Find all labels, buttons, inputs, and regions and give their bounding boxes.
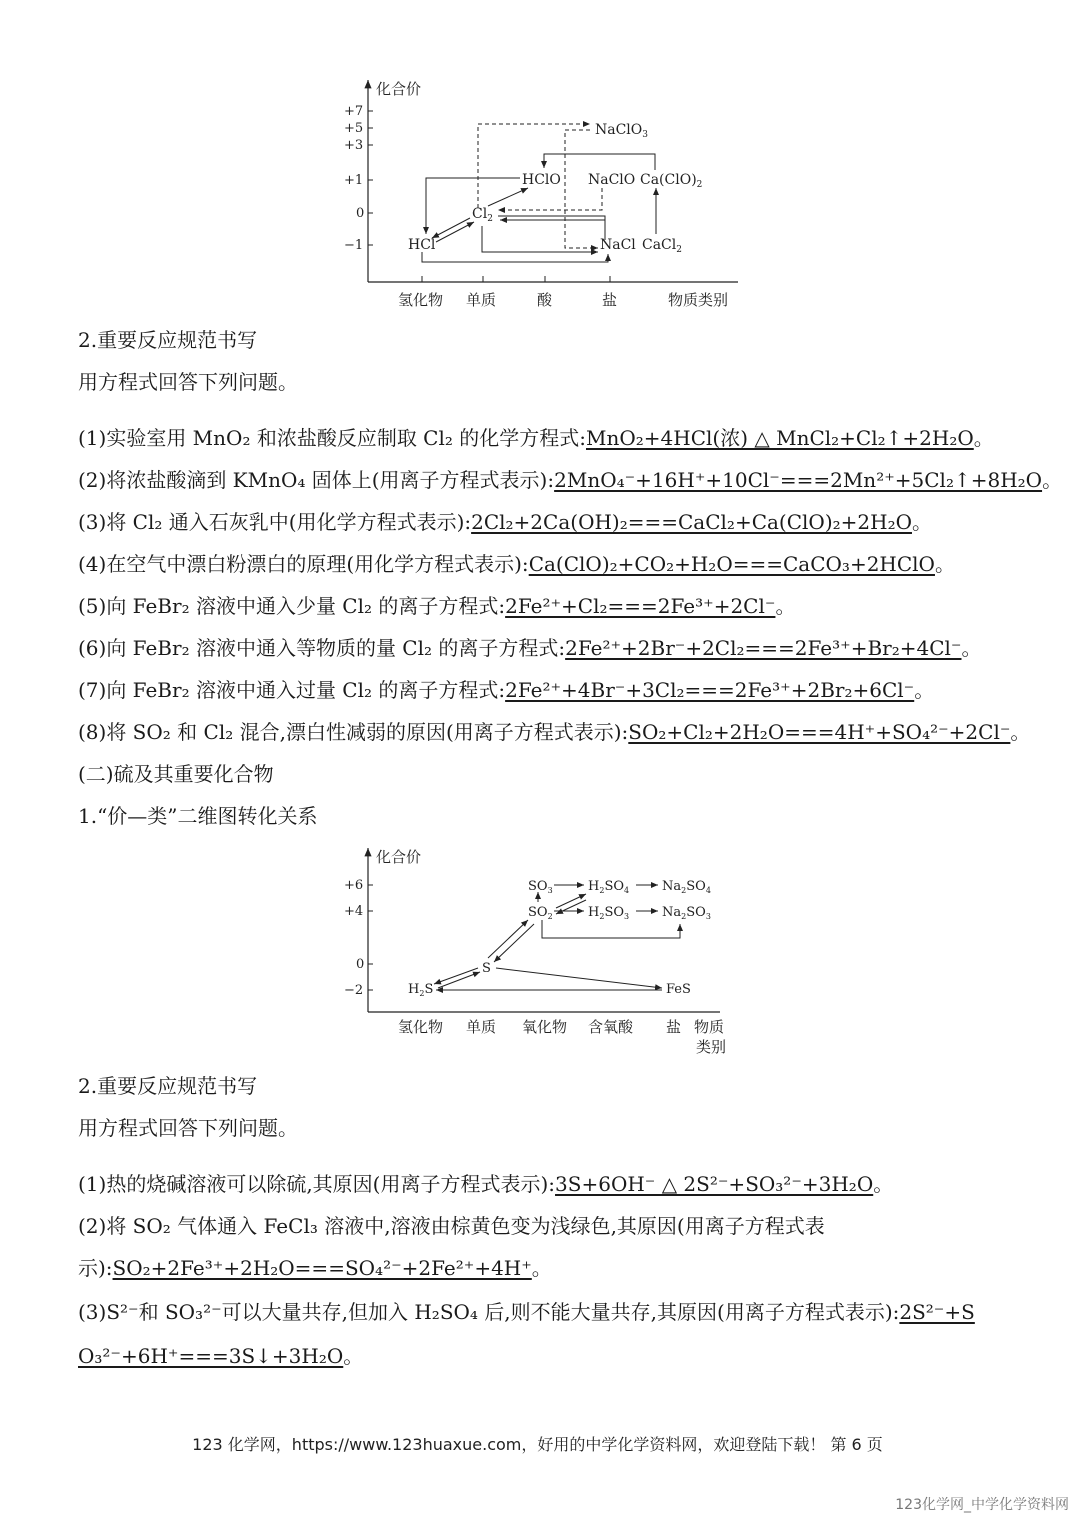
answer: 2Fe²⁺+Cl₂===2Fe³⁺+2Cl⁻ xyxy=(505,594,776,618)
y-axis-label: 化合价 xyxy=(376,80,422,98)
x-category: 盐 xyxy=(602,291,618,309)
node-h2so3: $H_2SO_3$ xyxy=(588,905,630,921)
y-tick: −1 xyxy=(344,238,364,253)
section1-intro: 用方程式回答下列问题。 xyxy=(78,370,298,394)
question-text: (6)向 FeBr₂ 溶液中通入等物质的量 Cl₂ 的离子方程式: xyxy=(78,636,566,660)
question-text: (1)热的烧碱溶液可以除硫,其原因(用离子方程式表示): xyxy=(78,1172,556,1196)
node-na2so4: $Na_2SO_4$ xyxy=(662,879,711,895)
x-category: 氢化物 xyxy=(398,291,444,309)
node-fes: FeS xyxy=(666,982,691,997)
node-na2so3: $Na_2SO_3$ xyxy=(662,905,711,921)
node-hclo: HClO xyxy=(522,172,561,188)
x-category: 氢化物 xyxy=(398,1018,444,1036)
punct: 。 xyxy=(531,1256,552,1280)
question-text: (5)向 FeBr₂ 溶液中通入少量 Cl₂ 的离子方程式: xyxy=(78,594,506,618)
question-text: (3)S²⁻和 SO₃²⁻可以大量共存,但加入 H₂SO₄ 后,则不能大量共存,其原因(用离子方程式表示): xyxy=(78,1300,900,1324)
answer: SO₂+2Fe³⁺+2H₂O===SO₄²⁻+2Fe²⁺+4H⁺ xyxy=(112,1256,532,1280)
question-text: (8)将 SO₂ 和 Cl₂ 混合,漂白性减弱的原因(用离子方程式表示): xyxy=(78,720,629,744)
x-category: 氧化物 xyxy=(522,1018,568,1036)
punct: 。 xyxy=(973,426,994,450)
question-text: (1)实验室用 MnO₂ 和浓盐酸反应制取 Cl₂ 的化学方程式: xyxy=(78,426,586,450)
node-hcl: HCl xyxy=(408,237,436,253)
section-title: (二)硫及其重要化合物 xyxy=(78,762,274,786)
watermark: 123化学网_中学化学资料网 xyxy=(895,1497,1069,1513)
section1-heading: 2.重要反应规范书写 xyxy=(78,328,258,352)
answer: SO₂+Cl₂+2H₂O===4H⁺+SO₄²⁻+2Cl⁻ xyxy=(628,720,1011,744)
x-category: 物质 xyxy=(694,1018,725,1036)
punct: 。 xyxy=(1010,720,1031,744)
punct: 。 xyxy=(934,552,955,576)
punct: 。 xyxy=(911,510,932,534)
answer: 2S²⁻+S xyxy=(899,1300,975,1324)
y-tick: +7 xyxy=(344,104,364,119)
y-tick: 0 xyxy=(356,206,365,221)
y-tick: −2 xyxy=(344,983,364,998)
s2-question-2 xyxy=(78,1212,825,1240)
s2-question-1 xyxy=(78,1170,893,1198)
question-1 xyxy=(78,424,994,452)
section2-intro: 用方程式回答下列问题。 xyxy=(78,1116,298,1140)
question-8 xyxy=(78,718,1030,746)
question-text: (2)将 SO₂ 气体通入 FeCl₃ 溶液中,溶液由棕黄色变为浅绿色,其原因(用离子方程式表 xyxy=(78,1214,825,1238)
x-category: 类别 xyxy=(696,1038,727,1056)
node-nacl: NaCl xyxy=(600,237,636,253)
answer: 2Cl₂+2Ca(OH)₂===CaCl₂+Ca(ClO)₂+2H₂O xyxy=(471,510,912,534)
node-h2so4: $H_2SO_4$ xyxy=(588,879,630,895)
punct: 。 xyxy=(873,1172,894,1196)
punct: 。 xyxy=(961,636,982,660)
node-cacl2: CaCl$_2$ xyxy=(642,237,682,255)
chlorine-valence-diagram xyxy=(340,70,760,315)
y-tick: +1 xyxy=(344,173,364,188)
node-h2s: $H_2S$ xyxy=(408,982,434,998)
y-tick: +6 xyxy=(344,878,364,893)
node-caclo2: $Ca(ClO)_2$ xyxy=(640,172,703,190)
answer: 2Fe²⁺+4Br⁻+3Cl₂===2Fe³⁺+2Br₂+6Cl⁻ xyxy=(505,678,915,702)
x-category: 酸 xyxy=(537,291,553,309)
y-tick: +5 xyxy=(344,121,364,136)
x-category: 单质 xyxy=(466,1018,497,1036)
s2-question-3-cont xyxy=(78,1342,363,1370)
x-category: 盐 xyxy=(666,1018,682,1036)
node-naclo3: NaClO$_3$ xyxy=(595,122,648,140)
y-tick: +3 xyxy=(344,138,364,153)
s2-question-3 xyxy=(78,1298,975,1326)
question-3 xyxy=(78,508,932,536)
answer: MnO₂+4HCl(浓) △ MnCl₂+Cl₂↑+2H₂O xyxy=(586,426,974,450)
y-tick: +4 xyxy=(344,904,364,919)
answer: 2MnO₄⁻+16H⁺+10Cl⁻===2Mn²⁺+5Cl₂↑+8H₂O xyxy=(554,468,1043,492)
question-text-cont: 示): xyxy=(78,1256,113,1280)
s2-question-2-cont xyxy=(78,1254,552,1282)
question-6 xyxy=(78,634,982,662)
subheading: 1.“价—类”二维图转化关系 xyxy=(78,804,318,828)
question-7 xyxy=(78,676,934,704)
sulfur-valence-diagram xyxy=(340,842,740,1057)
answer: Ca(ClO)₂+CO₂+H₂O===CaCO₃+2HClO xyxy=(528,552,935,576)
punct: 。 xyxy=(775,594,796,618)
x-category: 含氧酸 xyxy=(588,1018,634,1036)
y-tick: 0 xyxy=(356,957,365,972)
y-axis-label: 化合价 xyxy=(376,848,422,866)
page-footer: 123 化学网，https://www.123huaxue.com，好用的中学化学资料网，欢迎登陆下载！ 第 6 页 xyxy=(192,1435,883,1454)
question-4 xyxy=(78,550,955,578)
punct: 。 xyxy=(914,678,935,702)
x-category: 物质类别 xyxy=(668,291,729,309)
question-text: (4)在空气中漂白粉漂白的原理(用化学方程式表示): xyxy=(78,552,529,576)
question-5 xyxy=(78,592,795,620)
node-cl2: $Cl_2$ xyxy=(472,206,493,224)
punct: 。 xyxy=(343,1344,364,1368)
section2-heading: 2.重要反应规范书写 xyxy=(78,1074,258,1098)
question-text: (3)将 Cl₂ 通入石灰乳中(用化学方程式表示): xyxy=(78,510,472,534)
node-naclo: NaClO xyxy=(588,172,636,188)
node-s: S xyxy=(482,961,491,976)
answer: 2Fe²⁺+2Br⁻+2Cl₂===2Fe³⁺+Br₂+4Cl⁻ xyxy=(565,636,962,660)
node-so3: $SO_3$ xyxy=(528,879,553,895)
x-category: 单质 xyxy=(466,291,497,309)
answer: 3S+6OH⁻ △ 2S²⁻+SO₃²⁻+3H₂O xyxy=(555,1172,874,1196)
question-text: (2)将浓盐酸滴到 KMnO₄ 固体上(用离子方程式表示): xyxy=(78,468,555,492)
node-so2: $SO_2$ xyxy=(528,905,553,921)
question-2 xyxy=(78,466,1062,494)
question-text: (7)向 FeBr₂ 溶液中通入过量 Cl₂ 的离子方程式: xyxy=(78,678,506,702)
punct: 。 xyxy=(1042,468,1063,492)
answer-cont: O₃²⁻+6H⁺===3S↓+3H₂O xyxy=(78,1344,344,1368)
